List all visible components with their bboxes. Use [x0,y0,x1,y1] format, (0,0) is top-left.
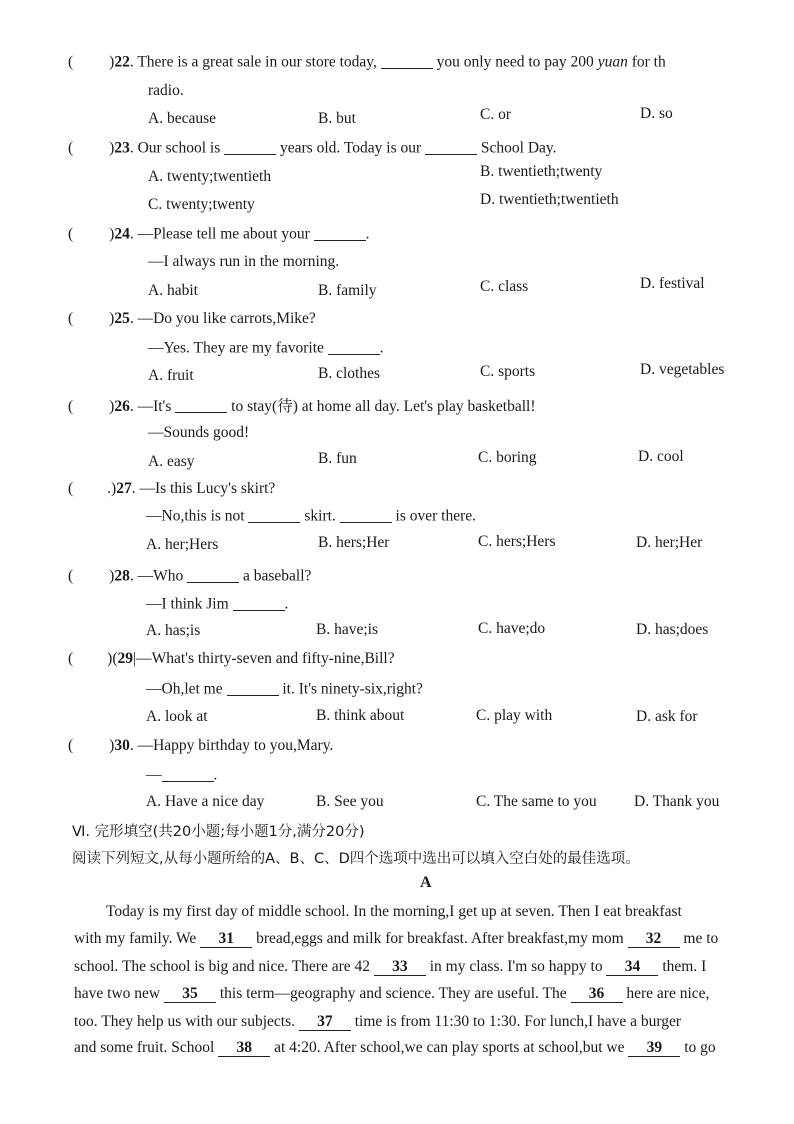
cloze-blank[interactable]: 37 [299,1013,351,1031]
q23-option-b[interactable]: B. twentieth;twenty [480,163,603,180]
q29-option-b[interactable]: B. think about [316,707,405,724]
q29-option-d[interactable]: D. ask for [636,708,698,725]
q24-option-a[interactable]: A. habit [148,282,198,299]
cloze-blank[interactable]: 33 [374,958,426,976]
answer-blank[interactable] [162,765,214,782]
q22-option-a[interactable]: A. because [148,110,216,127]
q22-option-b[interactable]: B. but [318,110,356,127]
question-number: 28 [114,567,130,585]
answer-blank[interactable] [248,506,300,523]
cloze-blank[interactable]: 36 [571,985,623,1003]
passage-line-3: school. The school is big and nice. There are 42 33 in my class. I'm so happy to 34 them. I [74,958,707,975]
answer-blank[interactable] [328,338,380,355]
q26-option-a[interactable]: A. easy [148,453,195,470]
q23-option-c[interactable]: C. twenty;twenty [148,196,255,213]
q27-stem-cont: —No,this is not skirt. is over there. [146,507,477,525]
question-number: 27 [116,480,132,497]
passage-label: A [420,874,432,891]
passage-line-1: Today is my first day of middle school. In the morning,I get up at seven. Then I eat breakfast [106,903,682,920]
q28-option-c[interactable]: C. have;do [478,620,546,637]
q23-stem: ( )23. Our school is years old. Today is our School Day. [68,139,557,157]
q24-option-d[interactable]: D. festival [640,275,705,292]
q22-stem: ( )22. There is a great sale in our store today, you only need to pay 200 yuan for th [68,53,666,71]
q25-option-b[interactable]: B. clothes [318,365,380,382]
question-number: 30 [114,737,130,754]
q28-stem-cont: —I think Jim . [146,595,289,613]
q24-option-c[interactable]: C. class [480,278,529,295]
answer-blank[interactable] [340,506,392,523]
question-number: 24 [114,225,130,243]
passage-line-2: with my family. We 31 bread,eggs and milk for breakfast. After breakfast,my mom 32 me to [74,930,719,947]
section-title: Ⅵ. 完形填空(共20小题;每小题1分,满分20分) [72,824,365,840]
q24-stem: ( )24. —Please tell me about your . [68,225,370,243]
q30-stem-cont: — . [146,766,218,784]
question-number: 29 [117,650,133,667]
q30-option-b[interactable]: B. See you [316,793,384,810]
q28-option-b[interactable]: B. have;is [316,621,378,638]
answer-blank[interactable] [187,566,239,583]
answer-blank[interactable] [233,594,285,611]
q25-option-a[interactable]: A. fruit [148,367,194,384]
section-instruction: 阅读下列短文,从每小题所给的A、B、C、D四个选项中选出可以填入空白处的最佳选项。 [72,851,640,867]
q23-option-d[interactable]: D. twentieth;twentieth [480,191,619,208]
answer-blank[interactable] [227,679,279,696]
question-number: 26 [114,398,130,415]
q28-stem: ( )28. —Who a baseball? [68,567,312,585]
q25-stem-cont: —Yes. They are my favorite . [148,339,384,357]
q22-option-c[interactable]: C. or [480,106,511,123]
q30-option-c[interactable]: C. The same to you [476,793,597,810]
q29-stem-cont: —Oh,let me it. It's ninety-six,right? [146,680,423,698]
passage-line-4: have two new 35 this term—geography and science. They are useful. The 36 here are nice, [74,985,710,1002]
cloze-blank[interactable]: 35 [164,985,216,1003]
question-number: 25 [114,310,130,327]
q22-stem-cont: radio. [148,82,184,99]
q24-stem-cont: —I always run in the morning. [148,253,340,270]
question-number: 23 [114,139,130,157]
q28-option-d[interactable]: D. has;does [636,621,709,638]
cloze-blank[interactable]: 34 [606,958,658,976]
q30-option-d[interactable]: D. Thank you [634,793,720,810]
q26-option-d[interactable]: D. cool [638,448,684,465]
answer-blank[interactable] [224,138,276,155]
q22-option-d[interactable]: D. so [640,105,673,122]
cloze-blank[interactable]: 38 [218,1039,270,1057]
q29-option-c[interactable]: C. play with [476,707,553,724]
q26-stem: ( )26. —It's to stay(待) at home all day. Let's play basketball! [68,398,536,415]
q27-option-d[interactable]: D. her;Her [636,534,703,551]
q24-option-b[interactable]: B. family [318,282,377,299]
passage-line-6: and some fruit. School 38 at 4:20. After school,we can play sports at school,but we 39 to go [74,1039,716,1056]
q27-option-b[interactable]: B. hers;Her [318,534,390,551]
cloze-blank[interactable]: 39 [628,1039,680,1057]
q30-option-a[interactable]: A. Have a nice day [146,793,265,810]
q29-option-a[interactable]: A. look at [146,708,208,725]
q23-option-a[interactable]: A. twenty;twentieth [148,168,272,185]
q26-option-c[interactable]: C. boring [478,449,537,466]
answer-blank[interactable] [314,224,366,241]
question-number: 22 [114,53,130,71]
answer-blank[interactable] [425,138,477,155]
cloze-blank[interactable]: 31 [200,930,252,948]
answer-blank[interactable] [175,397,227,414]
q27-stem: ( .)27. —Is this Lucy's skirt? [68,480,276,497]
q29-stem: ( )(29|—What's thirty-seven and fifty-nine,Bill? [68,650,395,667]
q30-stem: ( )30. —Happy birthday to you,Mary. [68,737,334,754]
answer-blank[interactable] [381,52,433,69]
q26-stem-cont: —Sounds good! [148,424,250,441]
q25-option-c[interactable]: C. sports [480,363,536,380]
q28-option-a[interactable]: A. has;is [146,622,201,639]
cloze-blank[interactable]: 32 [628,930,680,948]
q25-option-d[interactable]: D. vegetables [640,361,725,378]
passage-line-5: too. They help us with our subjects. 37 time is from 11:30 to 1:30. For lunch,I have a burger [74,1013,682,1030]
q25-stem: ( )25. —Do you like carrots,Mike? [68,310,316,327]
q27-option-a[interactable]: A. her;Hers [146,536,219,553]
q27-option-c[interactable]: C. hers;Hers [478,533,556,550]
q26-option-b[interactable]: B. fun [318,450,357,467]
